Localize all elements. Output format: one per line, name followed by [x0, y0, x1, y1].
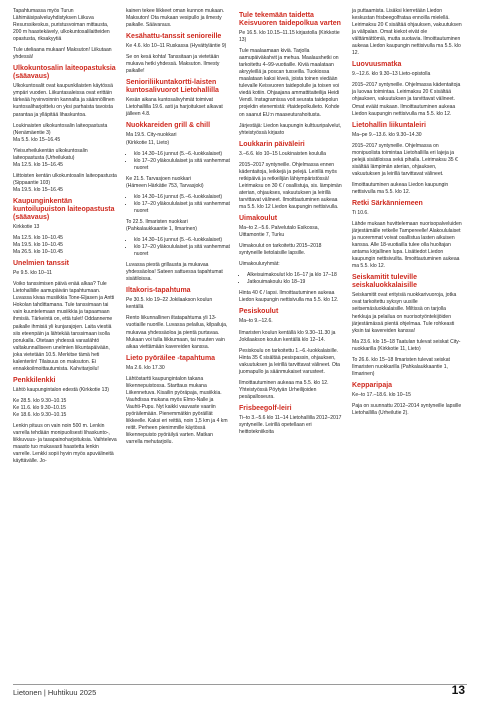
- paragraph: Tule uteliaana mukaan! Maksuton! Liikutaan yhdessä!: [13, 47, 112, 61]
- paragraph: Hinta 40 € / lapsi. Ilmoittautuminen aukeaa Liedon kaupungin nettisivulla ma 5.5. klo 12.: [239, 290, 339, 304]
- list-item: • Jatkouimakoulu klo 18–19: [247, 279, 343, 286]
- paragraph: Ke 21.5. Tarvasjoen nuokkari (Hämeen Härkätie 753, Tarvasjoki): [126, 175, 204, 189]
- bullet-list: [126, 151, 230, 172]
- paragraph: Ma–to 9.–12.6.: [239, 318, 273, 325]
- paragraph: Ke 4.6. klo 10–11 Ruskassa (Hyvättyläntie 9): [126, 43, 227, 50]
- section-heading: Loukkarin päiväleiri: [239, 140, 305, 148]
- column-3: [239, 8, 343, 440]
- paragraph: Ma 23.6. klo 15–18 Taatulan tulevat seiskat City-nuokkarilla (Kirkkotie 11, Lieto): [352, 338, 461, 352]
- paragraph: Pe 16.5. klo 10.15–11.15 kirjastolla (Kirkkotie 13): [239, 30, 340, 44]
- list-item: • klo 17–20 yläkoululaiset ja sitä vanhemmat nuoret: [134, 201, 230, 215]
- section-heading: Kesähattu-tanssit senioreille: [126, 33, 222, 41]
- section-heading: Retki Särkänniemeen: [352, 199, 423, 207]
- paragraph: 9.–12.6. klo 9.30–13 Lieto-opistolla: [352, 71, 431, 78]
- paragraph: To 22.5. Ilmaristen nuokkari (Pahkalaukkaantie 1, Ilmarinen): [126, 218, 197, 232]
- paragraph: Pe 9.5. klo 10–11: [13, 270, 52, 277]
- bullet-list: [126, 237, 230, 258]
- section-heading: Lietohallin liikuntaleiri: [352, 121, 426, 129]
- section-heading: Senioriliikuntakortti-laisten kuntosalivuorot Lietohallilla: [126, 79, 219, 95]
- section-heading: Tule tekemään taidetta Keisvuoren taidepolkua varten: [239, 12, 341, 27]
- section-heading: Kepparipaja: [352, 381, 393, 389]
- paragraph: Ti 10.6.: [352, 209, 369, 216]
- paragraph: 2015–2017 syntyneille. Ohjelmassa on monipuolista toimintaa Lietohallilla eri lajeja ja pelejä sisätiloissa sekä pihalla. Leirimaksu 35 € sisältää lämpimän aterian, ohjauksen, vakuutuksen ja leirillä tarvittavat välineet.: [352, 142, 458, 177]
- footer-divider: [13, 684, 467, 685]
- paragraph: Pesiskoulu on tarkoitettu 1.–6.-luokkalaisille. Hinta 35 € sisältää pesispassin, ohjauksen, vakuutuksen ja leirillä tarvittavat välineet. Ota juomapullo ja säänmukaiset varusteet.: [239, 347, 340, 375]
- section-heading: Uimakoulut: [239, 215, 278, 223]
- column-2: [126, 8, 230, 450]
- paragraph: Järjestäjä: Liedon kaupungin kulttuuripalvelut, yhteistyössä kirjasto: [239, 122, 342, 136]
- section-heading: Iltakoris-tapahtuma: [126, 287, 191, 295]
- list-item: • klo 17–20 yläkoululaiset ja sitä vanhemmat nuoret: [134, 158, 230, 172]
- footer-publication: Lietonen | Huhtikuu 2025: [13, 688, 97, 697]
- section-heading: Unelmien tanssit: [13, 260, 70, 268]
- paragraph: 2015–2017 syntyneille. Ohjelmassa ennen kädentaitoja, leikkejä ja pelejä. Leirillä myös retkipäivä ja retkeilijän lähiympäristössä! Leirimaksu on 30 € / osallistuja, sis. lämpimän aterian, ohjaukses, vakuutuksen ja leirillä tarvittavat välineet. Ilmoittautuminen aukeaa ma 5.5. klo 12 Liedon kaupungin nettisivulla.: [239, 161, 342, 210]
- paragraph: Yleisurheilukentän ulkokuntosalin laiteopastusta (Urheilukatu) Ma 12.5. klo 15–16.45: [13, 147, 88, 168]
- paragraph: kainen tekee liikkeet oman kunnon mukaan. Maksuton! Ota mukaan vesipullo ja ilmesty paikalle. Säävaraus.: [126, 8, 225, 29]
- list-item: • klo 14.30–16 junnut (5.–6.-luokkalaiset): [134, 151, 230, 158]
- paragraph: Lenkin pituus on vain noin 500 m. Lenkin varrella tehdään monipuolisesti lihaskunto-, liikkuvuus- ja tasapainoharjoituksia. Vaihteleva maasto tuo mukavasti haastetta lenkin varrelle. Lenkki sopii hyvin myös apuvälineitä käyttävälle. Jo-: [13, 423, 117, 465]
- paragraph: Ke–to 17.–18.6. klo 10–15: [352, 391, 411, 398]
- paragraph: Pe 30.5. klo 19–22 Jokilaakson koulun kentällä: [126, 297, 213, 311]
- paragraph: Ma 12.5. klo 10–10.45 Ma 19.5. klo 10–10.45 Ma 26.5. klo 10–10.45: [13, 235, 63, 256]
- paragraph: Ma 2.6. klo 17.30: [126, 364, 165, 371]
- section-heading: Penkkilenkki: [13, 376, 56, 384]
- paragraph: 3.–6.6. klo 10–15 Loukinaisten koululla: [239, 150, 326, 157]
- section-heading: Lieto pyöräilee -tapahtuma: [126, 354, 216, 362]
- section-heading: Pesiskoulut: [239, 308, 279, 316]
- paragraph: Liittoisten kentän ulkokuntosalin laiteopastusta (Sippaantie 103) Ma 19.5. klo 15–16.45: [13, 172, 117, 193]
- bullet-list: [239, 272, 343, 286]
- paragraph: Kesän aikana kuntosalivyhmät toimivat Lietohallilla 19.6. asti ja harjoitukset alkavat jälleen 4.8.: [126, 97, 223, 118]
- page-number: 13: [451, 683, 465, 697]
- bullet-list: [126, 194, 230, 215]
- paragraph: To 26.6. klo 15–18 Ilmaristen tulevat seiskat Ilmaristen nuokkarilla (Pahkalaukkaantie 1, Ilmarinen): [352, 356, 450, 377]
- column-4: [352, 8, 462, 421]
- section-heading: Nuokkareiden grill & chill: [126, 122, 211, 130]
- paragraph: ja puttaamista. Lisäksi kierretään Liedon keskustan frisbeegolfrataa ennoilla mielellä. Leirimaksu 20 € sisältää ohjauksen, vakuutuksen ja välipalan. Omat kiekot eivät ole välttämättömiä, mutta suotavia. Ilmoittautuminen aukeaa Liedon kaupungin nettisivulla ma 5.5. klo 12.: [352, 8, 462, 57]
- paragraph: Ilmaristen koulun kentällä klo 9.30–11.30 ja Jokilaakson koulun kentällä klo 12–14.: [239, 329, 336, 343]
- section-heading: Frisbeegolf-leiri: [239, 404, 292, 412]
- paragraph: Ma–pe 9.–13.6. klo 9.30–14.30: [352, 131, 422, 138]
- paragraph: Uimakoulut on tarkoitettu 2015–2018 syntyneille lietolaisille lapsille.: [239, 243, 322, 257]
- list-item: • Alkeisuimakoulut klo 16–17 ja klo 17–18: [247, 272, 343, 279]
- list-item: • klo 14.30–16 junnut (5.–6.-luokkalaiset): [134, 237, 230, 244]
- paragraph: Lähtö kaupungintalon edestä (Kirkkotie 13): [13, 386, 109, 393]
- paragraph: Voiko tanssimisen päivä enää alkaa? Tule Lietohalliille aamupäivän tapahtumaan. Luvassa kivaa musiikkia Tone-Eljasen ja Antti Hokolan tahdittamana. Tule tanssimaan tai vain kuuntelemaan musiikkia ja tapaamaan ihmisiä. Tärkeintä on, että tulet! Oddanneme paikalle ihmisiä yli kunjarajojen. Laita viestiä siis eteenpäin ja lähtekää tanssimaan isolla porukalla. Otetaan yhdessä varaslähtö valtakunnalliseen unelmien liikuntapäivään, joka vietetään 10.5. Merkitse tämä heti kalenteriin! Tilaisuus on maksuton. Ei ennakkoilmoittautumista. Kahvitarjoilu!: [13, 281, 115, 372]
- paragraph: Loukinaisten ulkokuntosalin laiteopastusta (Nenämäentie 3) Ma 5.5. klo 15–16.45: [13, 122, 108, 143]
- paragraph: Tapahtumassa myös Turun Lähimäisipalveluyhdistyksen Liikuva Resurssikeskus, puristusvoiman mittausta, 200 m haastekävely, ulkokuntosalilaitteiden opastusta, riksakyytiä: [13, 8, 110, 43]
- paragraph: Se on kesä kohta! Tanssitaan ja vietetään mukava hetki yhdessä. Maksuton. Ilmesty paikalle!: [126, 54, 220, 75]
- paragraph: Ulkokuntosalit ovat kaupunkilaisten käytössä ympäri vuoden. Liikuntasaleissa ovat erittäin tärkeää hyvinvoinnin kannalta ja säännöllinen kuntosaliharjoittelu on yksi parhaista tavoista parantaa ja ylläpitää lihaskuntoa.: [13, 83, 115, 118]
- section-heading: Ulkokuntosalin laiteopastuksia (sääavaus): [13, 65, 116, 81]
- paragraph: Lähtöstartti kaupungintalon takana liikennepuistossa. Starttaus mukana Liikennetuva. Kisailin pyöräpaja, musiikkia. Vauhdissa mukana myös Elmo-Nalle ja Vauhti-Pupu. Nyt kaikki vauvaste vaariin pyöräilemään. Pienemmätkin pyöräillät liikkeelle. Kaksi eri reittiä, noin 1,5 km ja 4 km reitit. Perheen pienimmille käytössä liikennepuisto pyöräilyä varten. Matkan varrella mehutarjoilu.: [126, 375, 228, 446]
- paragraph: Ti–to 3.–5.6 klo 11–14 Lietohallilla 2012–2017 syntyneille. Leirillä opetellaan eri heittotekniikoita: [239, 414, 342, 436]
- list-item: • klo 17–20 yläkoululaiset ja sitä vanhemmat nuoret: [134, 244, 230, 258]
- paragraph: Luvassa piestä grillausta ja mukavaa yhdessäoloa! Sateen sattuessa tapahtumat sisätiloissa.: [126, 262, 223, 283]
- paragraph: 2015–2017 syntyneille. Ohjelmassa kädentaitoja ja luovaa toimintaa. Leirimaksu 20 € sisältää ohjauksen, vakuutuksen ja tarvittavat välineet. Omat eväät mukaan. Ilmoittautuminen aukeaa Liedon kaupungin nettisivulla ma 5.5. klo 12.: [352, 82, 461, 117]
- list-item: • klo 14.30–16 junnut (5.–6.-luokkalaiset): [134, 194, 230, 201]
- paragraph: Uimakouluryhmät:: [239, 261, 280, 268]
- paragraph: Kirkkotie 13: [13, 223, 40, 230]
- paragraph: Ma 19.5. City-nuokkari (Kirkkotie 11, Lieto): [126, 132, 177, 146]
- column-1: [13, 8, 117, 469]
- paragraph: Lähde mukaan huvittelemaan nuorisopalveluiden järjestämälle retkelle Tampereelle! Alakoululaiset ja nuoremmat voivat osallistua lasten aikuisen kanssa. Alle 18-vuotiailla tulee olla huoltajan antama kirjallinen lupa. Lisätiedot Liedon kaupungin nettisivuilta. Ilmoittautuminen aukeaa ma 5.5. klo 12.: [352, 221, 462, 270]
- paragraph: Rento liikunnallinen iltatapahtuma yli 13-vuotiaille nuorille. Luvassa pelailua, kilpailuja, mukavaa yhdessäoloa ja pientä purtavaa. Mukaan voi tulla liikkumaan, tai muuten vain aikaa viettämään kavereiden kanssa.: [126, 315, 228, 350]
- paragraph: Seiskamitit ovat erityisiä nuokkarivuoroja, jotka ovat tarkoitettu syksyn uusille seitsemäsluokkalaisille. Miltissä on tarjolla herkkuja ja pelailua on nuorisotyöntekijöiden järjestämässä pientä ohjelmaa. Tule rohkeasti yksin tai kavereiden kanssa!: [352, 292, 457, 334]
- paragraph: Ke 28.5. klo 9.30–10.15 Ke 11.6. klo 9.30–10.15 Ke 18.6. klo 9.30–10.15: [13, 397, 67, 418]
- section-heading: Seiskamitit tuleville seiskaluokkalaisille: [352, 274, 417, 290]
- paragraph: Ilmoittautuminen aukeaa ma 5.5. klo 12. Yhteistyössä Pöytyän Urheilijoiden pesäpalloseura.: [239, 379, 329, 400]
- paragraph: Ma–to 2.–5.6. Palvelutalo Esikossa, Uittamontie 7, Turku: [239, 225, 319, 239]
- paragraph: Ilmoittautuminen aukeaa Liedon kaupungin nettisivulla ma 5.5. klo 12.: [352, 181, 449, 195]
- section-heading: Luovuusmatka: [352, 61, 402, 69]
- paragraph: Paja on suunnattu 2012–2014 syntyneille lapsille Lietohallilla (Urheilutie 2).: [352, 402, 462, 416]
- section-heading: Kaupunginkentän kuntoilupuiston laiteopastusta (sääavaus): [13, 197, 115, 221]
- paragraph: Tule maalaamaan kiviä. Tarjolla aamupäiväkahvit ja mehua. Maalaushetki on tarkoitettu 4–99-vuotiaille. Kiviä maalataan akryyleillä ja poscan tusseilla. Tuokiossa maalataan kaksi kiveä, joista toinen viedään tulevalle Keisvuoren taidepolulle ja toisen voi viedä kotiin. Ohjaajana ammattitaiteilija Heidi Vendi. Instagramissa voit seurata taidepolun projektin etenemistä: #taidepolkulieto. Kohde on saanut EU:n maaseuturahoitusta.: [239, 48, 340, 118]
